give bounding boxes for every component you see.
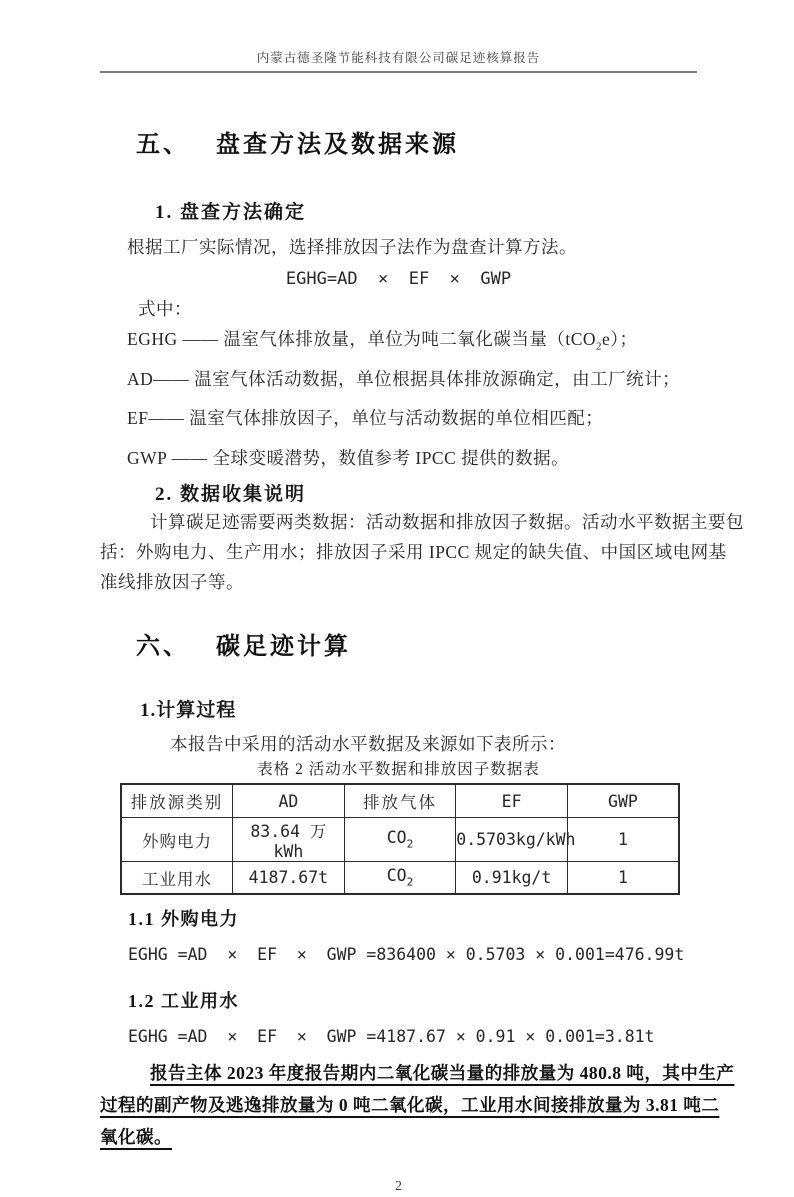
definition-eghg <box>127 323 697 363</box>
definition-gwp <box>127 442 697 482</box>
column-header-gwp: GWP <box>567 784 679 818</box>
running-header: 内蒙古德圣隆节能科技有限公司碳足迹核算报告 <box>256 51 541 65</box>
section6-heading <box>100 605 697 689</box>
ghg-formula: EGHG=AD × EF × GWP <box>285 269 512 289</box>
definition-eghg-subscript: 2 <box>596 340 603 353</box>
conclusion-line: 报告主体 2023 年度报告期内二氧化碳当量的排放量为 480.8 吨，其中生产 <box>150 1063 735 1083</box>
definition-eghg-tail: e）； <box>602 329 638 349</box>
activity-data-table <box>120 783 680 895</box>
subsection-data-heading: 2. 数据收集说明 <box>155 484 307 505</box>
table-header-row <box>121 784 679 818</box>
definition-eghg-text: EGHG —— 温室气体排放量，单位为吨二氧化碳当量（tCO <box>127 329 597 349</box>
section5-title: 盘查方法及数据来源 <box>216 132 459 158</box>
section5-heading <box>100 103 697 187</box>
cell-category: 外购电力 <box>121 818 233 862</box>
column-header-category: 排放源类别 <box>121 784 233 818</box>
data-paragraph-line: 准线排放因子等。 <box>100 572 244 592</box>
definition-ad-text: AD—— 温室气体活动数据，单位根据具体排放源确定，由工厂统计； <box>127 368 681 389</box>
cell-ef: 0.91kg/t <box>456 862 568 895</box>
cell-gas-formula: CO <box>386 828 407 848</box>
conclusion-paragraph <box>100 1057 735 1153</box>
definition-gwp-text: GWP —— 全球变暖潜势，数值参考 IPCC 提供的数据。 <box>127 447 570 468</box>
data-paragraph-line: 括：外购电力、生产用水；排放因子采用 IPCC 规定的缺失值、中国区域电网基 <box>100 542 727 562</box>
data-collection-paragraph <box>100 507 744 597</box>
conclusion-line: 过程的副产物及逃逸排放量为 0 吨二氧化碳，工业用水间接排放量为 3.81 吨二 <box>100 1095 720 1115</box>
definition-ef <box>127 402 697 442</box>
header-rule <box>100 71 697 73</box>
calc2-formula: EGHG =AD × EF × GWP =4187.67 × 0.91 × 0.001=3.81t <box>128 1027 655 1046</box>
cell-gas <box>344 818 456 862</box>
calc1-formula: EGHG =AD × EF × GWP =836400 × 0.5703 × 0.001=476.99t <box>128 945 685 964</box>
table-row-electricity <box>121 818 679 862</box>
definition-ad <box>127 363 697 403</box>
cell-gas <box>344 862 456 895</box>
cell-gas-subscript: 2 <box>406 875 414 889</box>
method-paragraph: 根据工厂实际情况，选择排放因子法作为盘查计算方法。 <box>127 237 577 257</box>
table-intro-paragraph: 本报告中采用的活动水平数据及来源如下表所示： <box>170 734 566 754</box>
cell-ad: 83.64 万 kWh <box>233 818 345 862</box>
cell-gas-subscript: 2 <box>406 837 414 851</box>
cell-ad: 4187.67t <box>233 862 345 895</box>
section5-number: 五、 <box>136 132 190 158</box>
subsection-calc-heading: 1.计算过程 <box>140 700 237 721</box>
table-caption: 表格 2 活动水平数据和排放因子数据表 <box>257 761 540 778</box>
section6-number: 六、 <box>136 634 190 660</box>
section6-title: 碳足迹计算 <box>216 634 351 660</box>
calc1-title: 1.1 外购电力 <box>128 909 239 929</box>
cell-category: 工业用水 <box>121 862 233 895</box>
page-number: 2 <box>395 1179 402 1194</box>
subsection-method-heading: 1. 盘查方法确定 <box>155 202 307 223</box>
column-header-gas: 排放气体 <box>344 784 456 818</box>
column-header-ad: AD <box>233 784 345 818</box>
cell-gas-formula: CO <box>386 866 407 886</box>
column-header-ef: EF <box>456 784 568 818</box>
data-paragraph-line: 计算碳足迹需要两类数据：活动数据和排放因子数据。活动水平数据主要包 <box>150 512 744 532</box>
conclusion-line: 氧化碳。 <box>100 1127 172 1147</box>
cell-ef: 0.5703kg/kWh <box>456 818 568 862</box>
calc2-title: 1.2 工业用水 <box>128 991 239 1011</box>
definition-ef-text: EF—— 温室气体排放因子，单位与活动数据的单位相匹配； <box>127 408 604 428</box>
cell-gwp: 1 <box>567 862 679 895</box>
cell-gwp: 1 <box>567 818 679 862</box>
formula-label: 式中： <box>138 299 192 319</box>
table-row-water <box>121 862 679 895</box>
